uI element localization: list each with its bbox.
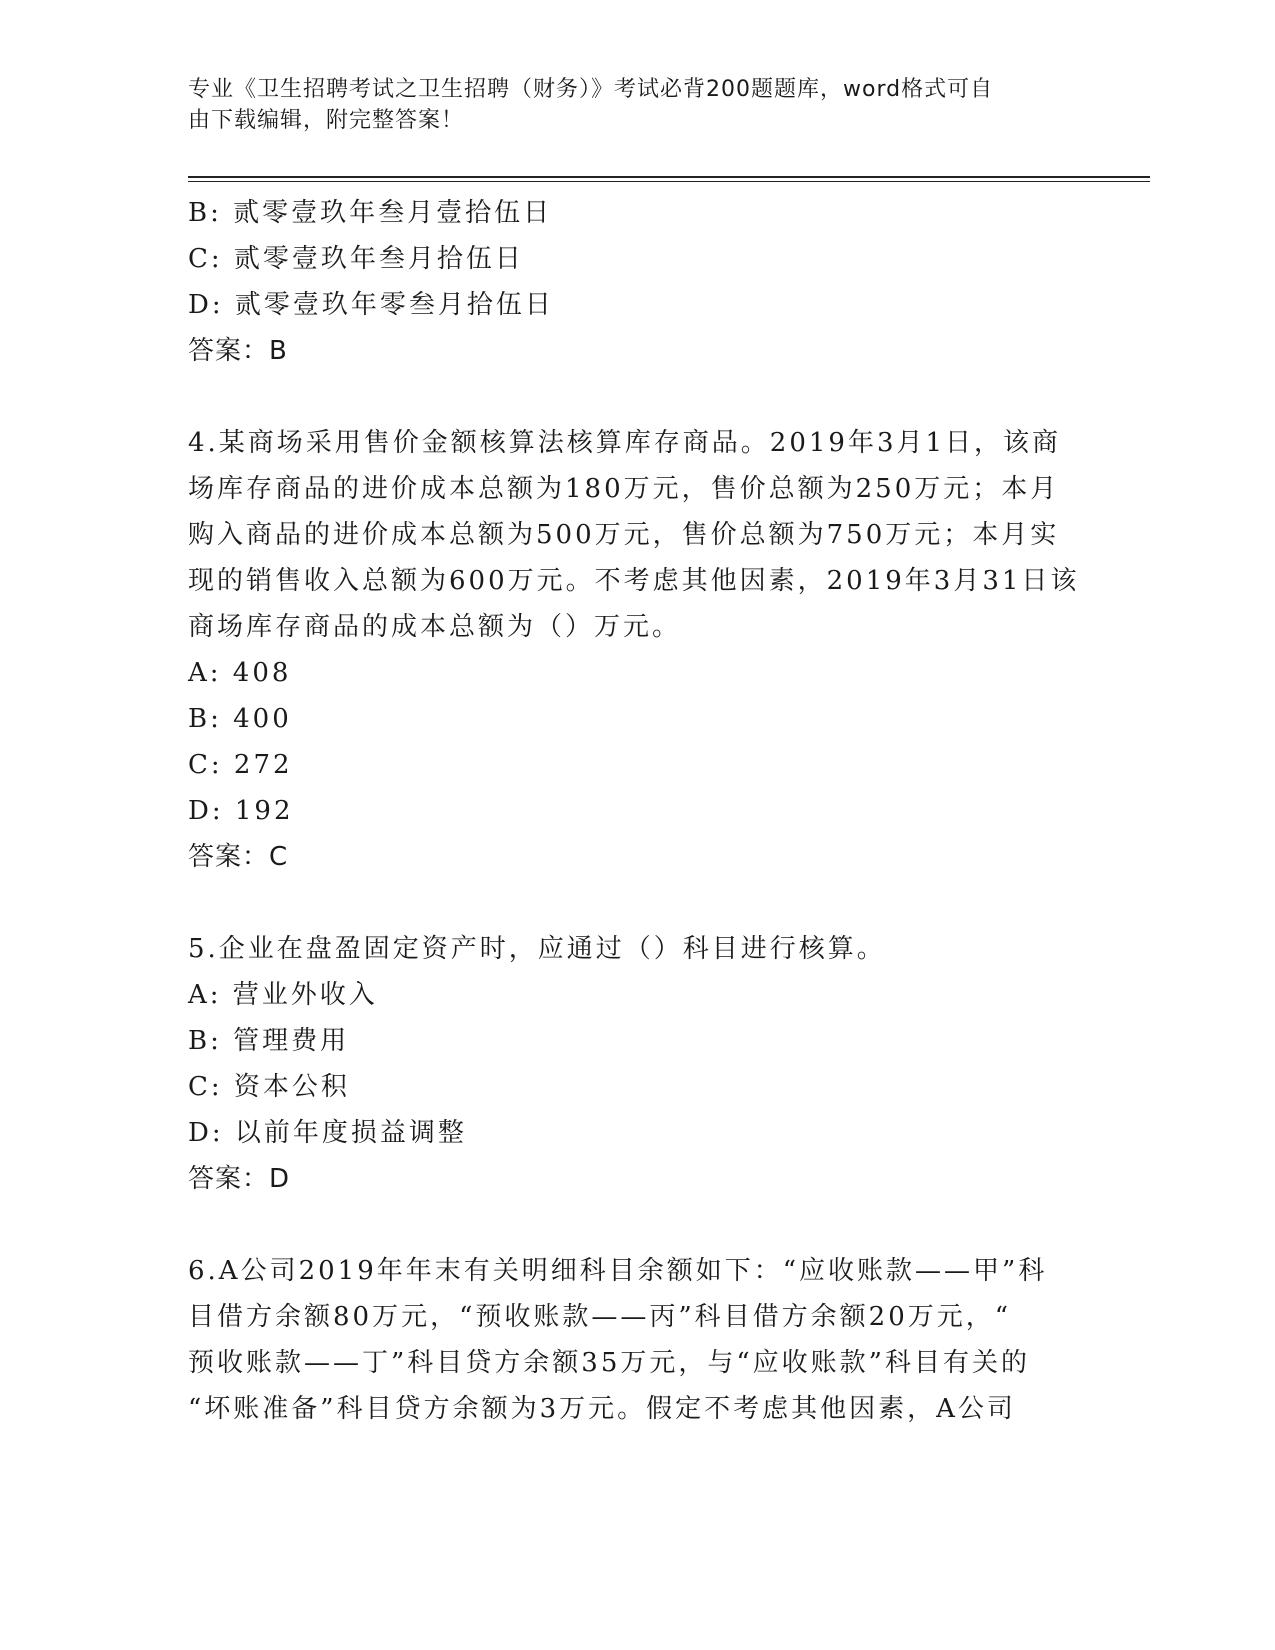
option-c: C: 资本公积 [188, 1072, 350, 1102]
document-body [188, 190, 1088, 1432]
option-a: A: 营业外收入 [188, 980, 378, 1010]
question-text-line: 5.企业在盘盈固定资产时，应通过（）科目进行核算。 [188, 934, 886, 964]
question-text-line: 现的销售收入总额为600万元。不考虑其他因素，2019年3月31日该 [188, 566, 1080, 596]
question-3-fragment [188, 190, 1088, 374]
answer-line: 答案：B [188, 336, 288, 366]
question-text-line: 场库存商品的进价成本总额为180万元，售价总额为250万元；本月 [188, 474, 1060, 504]
option-b: B: 贰零壹玖年叁月壹拾伍日 [188, 198, 553, 228]
question-text-line: 预收账款——丁”科目贷方余额35万元，与“应收账款”科目有关的 [188, 1348, 1030, 1378]
header-divider-thick [188, 176, 1150, 178]
option-b: B: 400 [188, 704, 292, 734]
answer-line: 答案：C [188, 842, 289, 872]
question-text-line: 购入商品的进价成本总额为500万元，售价总额为750万元；本月实 [188, 520, 1060, 550]
header-line-1: 专业《卫生招聘考试之卫生招聘（财务）》考试必背200题题库，word格式可自 [188, 77, 994, 102]
option-c: C: 贰零壹玖年叁月拾伍日 [188, 244, 524, 274]
option-c: C: 272 [188, 750, 293, 780]
option-a: A: 408 [188, 658, 292, 688]
question-5 [188, 926, 1088, 1202]
option-d: D: 以前年度损益调整 [188, 1118, 467, 1148]
option-b: B: 管理费用 [188, 1026, 350, 1056]
answer-line: 答案：D [188, 1164, 291, 1194]
option-d: D: 192 [188, 796, 294, 826]
question-text-line: 商场库存商品的成本总额为（）万元。 [188, 612, 682, 642]
question-text-line: 目借方余额80万元，“预收账款——丙”科目借方余额20万元，“ [188, 1302, 1012, 1332]
header-line-2: 由下载编辑，附完整答案！ [188, 108, 465, 133]
option-d: D: 贰零壹玖年零叁月拾伍日 [188, 290, 554, 320]
question-4 [188, 420, 1088, 880]
question-text-line: “坏账准备”科目贷方余额为3万元。假定不考虑其他因素，A公司 [188, 1394, 1016, 1424]
header-divider-thin [188, 181, 1150, 182]
document-header [188, 74, 1068, 136]
question-text-line: 4.某商场采用售价金额核算法核算库存商品。2019年3月1日，该商 [188, 428, 1062, 458]
question-text-line: 6.A公司2019年年末有关明细科目余额如下：“应收账款——甲”科 [188, 1256, 1048, 1286]
question-6 [188, 1248, 1088, 1432]
